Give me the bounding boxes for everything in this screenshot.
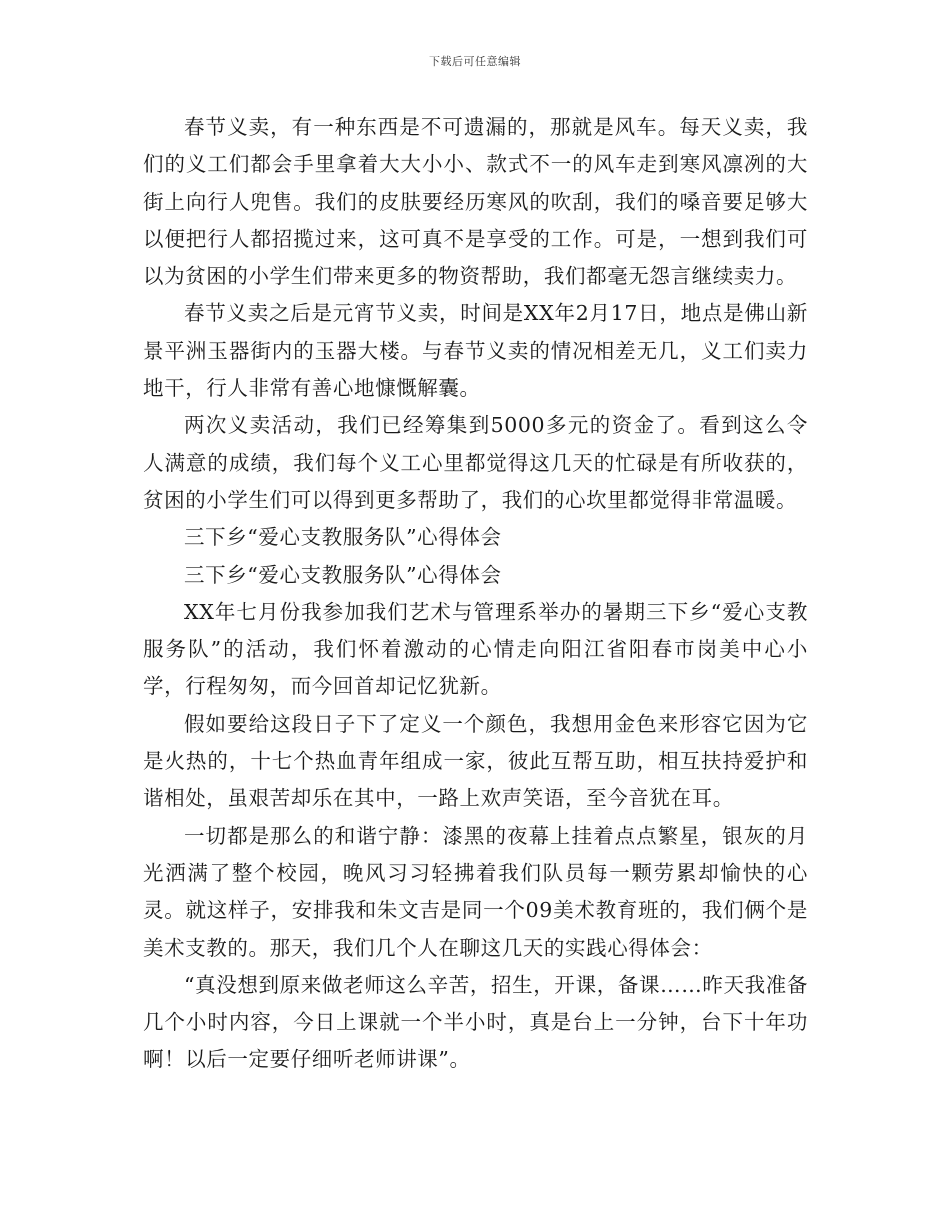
document-body (143, 109, 808, 1079)
paragraph-funds-raised: 两次义卖活动，我们已经筹集到5000多元的资金了。看到这么令人满意的成绩，我们每个义工心里都觉得这几天的忙碌是有所收获的，贫困的小学生们可以得到更多帮助了，我们的心坎里都觉得非常温暖。 (143, 413, 808, 512)
page-header: 下载后可任意编辑 (429, 55, 521, 68)
paragraph-night-scene: 一切都是那么的和谐宁静：漆黑的夜幕上挂着点点繁星，银灰的月光洒满了整个校园，晚风习习轻拂着我们队员每一颗劳累却愉快的心灵。就这样子，安排我和朱文吉是同一个09美术教育班的，我们俩个是美术支教的。那天，我们几个人在聊这几天的实践心得体会： (143, 823, 808, 960)
paragraph-spring-sale: 春节义卖，有一种东西是不可遗漏的，那就是风车。每天义卖，我们的义工们都会手里拿着大大小小、款式不一的风车走到寒风凛冽的大街上向行人兜售。我们的皮肤要经历寒风的吹刮，我们的嗓音要足够大以便把行人都招揽过来，这可真不是享受的工作。可是，一想到我们可以为贫困的小学生们带来更多的物资帮助，我们都毫无怨言继续卖力。 (143, 115, 808, 289)
section-title: 三下乡“爱心支教服务队”心得体会 (184, 525, 502, 550)
section-title-repeat: 三下乡“爱心支教服务队”心得体会 (184, 562, 502, 587)
paragraph-golden-color: 假如要给这段日子下了定义一个颜色，我想用金色来形容它因为它是火热的，十七个热血青年组成一家，彼此互帮互助，相互扶持爱护和谐相处，虽艰苦却乐在其中，一路上欢声笑语，至今音犹在耳。 (143, 711, 808, 811)
paragraph-quote: “真没想到原来做老师这么辛苦，招生，开课，备课……昨天我准备几个小时内容，今日上课就一个半小时，真是台上一分钟，台下十年功啊！以后一定要仔细听老师讲课”。 (143, 972, 808, 1072)
paragraph-intro-activity: XX年七月份我参加我们艺术与管理系举办的暑期三下乡“爱心支教服务队”的活动，我们怀着激动的心情走向阳江省阳春市岗美中心小学，行程匆匆，而今回首却记忆犹新。 (143, 599, 808, 699)
paragraph-lantern-sale: 春节义卖之后是元宵节义卖，时间是XX年2月17日，地点是佛山新景平洲玉器街内的玉器大楼。与春节义卖的情况相差无几，义工们卖力地干，行人非常有善心地慷慨解囊。 (143, 301, 808, 401)
